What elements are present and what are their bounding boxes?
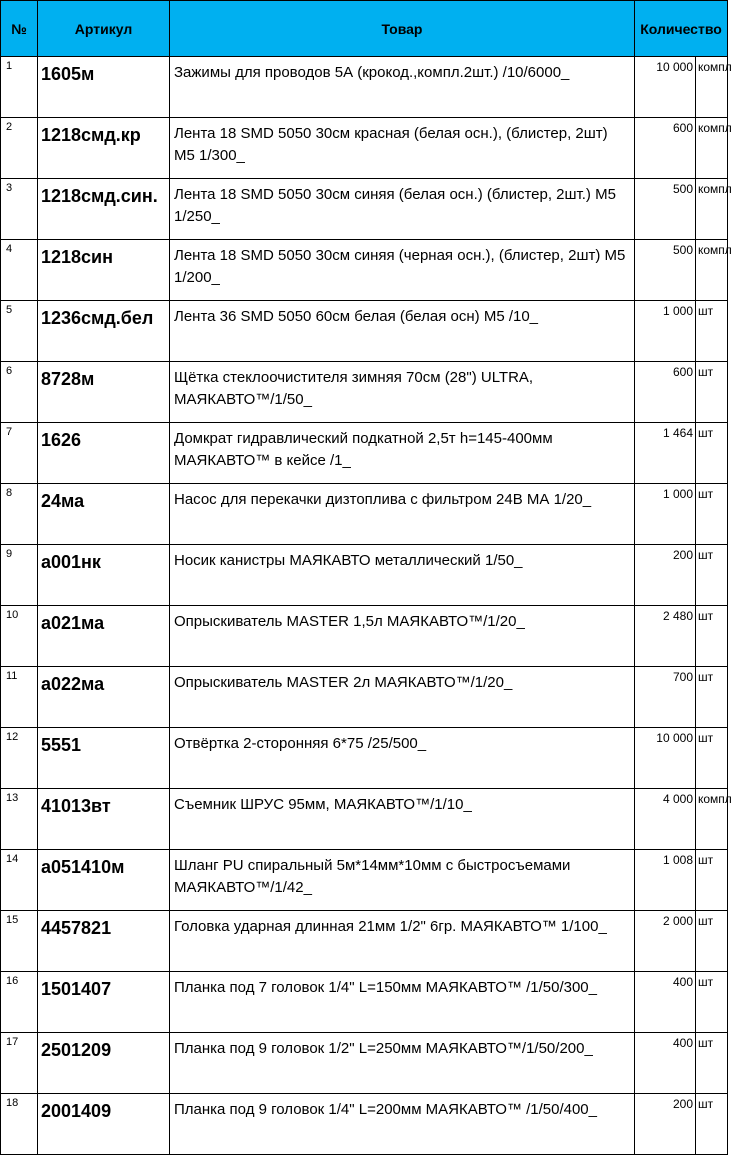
row-quantity: 600 [635, 118, 696, 179]
table-row [1, 667, 728, 728]
row-quantity: 1 464 [635, 423, 696, 484]
row-quantity: 10 000 [635, 728, 696, 789]
row-number: 8 [1, 484, 38, 545]
header-qty: Количество [635, 1, 728, 57]
row-product: Планка под 7 головок 1/4" L=150мм МАЯКАВТО™ /1/50/300_ [170, 972, 635, 1033]
row-quantity: 500 [635, 179, 696, 240]
row-product: Насос для перекачки дизтоплива с фильтром 24В МА 1/20_ [170, 484, 635, 545]
row-sku: 1218смд.кр [38, 118, 170, 179]
row-product: Щётка стеклоочистителя зимняя 70см (28") ULTRA, МАЯКАВТО™/1/50_ [170, 362, 635, 423]
row-product: Съемник ШРУС 95мм, МАЯКАВТО™/1/10_ [170, 789, 635, 850]
row-product: Зажимы для проводов 5А (крокод.,компл.2шт.) /10/6000_ [170, 57, 635, 118]
table-row [1, 911, 728, 972]
table-row [1, 606, 728, 667]
row-unit: шт [696, 911, 728, 972]
row-sku: 1236смд.бел [38, 301, 170, 362]
row-quantity: 2 480 [635, 606, 696, 667]
row-number: 2 [1, 118, 38, 179]
row-unit: шт [696, 728, 728, 789]
row-quantity: 500 [635, 240, 696, 301]
row-unit: шт [696, 1033, 728, 1094]
row-product: Лента 18 SMD 5050 30см красная (белая осн.), (блистер, 2шт) М5 1/300_ [170, 118, 635, 179]
row-quantity: 1 000 [635, 301, 696, 362]
table-row [1, 240, 728, 301]
table-row [1, 57, 728, 118]
row-unit: компл [696, 789, 728, 850]
row-product: Головка ударная длинная 21мм 1/2" 6гр. МАЯКАВТО™ 1/100_ [170, 911, 635, 972]
row-product: Лента 18 SMD 5050 30см синяя (белая осн.) (блистер, 2шт.) М5 1/250_ [170, 179, 635, 240]
row-sku: 1218син [38, 240, 170, 301]
row-number: 1 [1, 57, 38, 118]
row-number: 13 [1, 789, 38, 850]
row-sku: 1626 [38, 423, 170, 484]
row-number: 17 [1, 1033, 38, 1094]
row-unit: шт [696, 362, 728, 423]
row-sku: 41013вт [38, 789, 170, 850]
table-row [1, 972, 728, 1033]
row-quantity: 400 [635, 972, 696, 1033]
table-row [1, 1094, 728, 1155]
row-unit: шт [696, 850, 728, 911]
row-unit: шт [696, 972, 728, 1033]
row-sku: 1501407 [38, 972, 170, 1033]
row-number: 3 [1, 179, 38, 240]
table-row [1, 850, 728, 911]
row-unit: компл [696, 240, 728, 301]
row-sku: 2501209 [38, 1033, 170, 1094]
row-quantity: 200 [635, 1094, 696, 1155]
table-row [1, 118, 728, 179]
row-product: Планка под 9 головок 1/2" L=250мм МАЯКАВТО™/1/50/200_ [170, 1033, 635, 1094]
row-quantity: 200 [635, 545, 696, 606]
row-sku: 5551 [38, 728, 170, 789]
row-unit: шт [696, 606, 728, 667]
table-row [1, 1033, 728, 1094]
row-sku: 4457821 [38, 911, 170, 972]
table-row [1, 789, 728, 850]
table-row [1, 362, 728, 423]
row-unit: компл [696, 57, 728, 118]
row-quantity: 600 [635, 362, 696, 423]
row-quantity: 1 000 [635, 484, 696, 545]
row-unit: шт [696, 667, 728, 728]
row-quantity: 700 [635, 667, 696, 728]
row-product: Лента 18 SMD 5050 30см синяя (черная осн.), (блистер, 2шт) М5 1/200_ [170, 240, 635, 301]
row-number: 10 [1, 606, 38, 667]
table-body [1, 57, 732, 1155]
row-number: 12 [1, 728, 38, 789]
row-sku: а001нк [38, 545, 170, 606]
row-unit: шт [696, 423, 728, 484]
row-sku: а051410м [38, 850, 170, 911]
row-number: 14 [1, 850, 38, 911]
row-number: 18 [1, 1094, 38, 1155]
row-number: 9 [1, 545, 38, 606]
table-row [1, 301, 728, 362]
row-unit: шт [696, 484, 728, 545]
row-sku: 24ма [38, 484, 170, 545]
row-unit: шт [696, 301, 728, 362]
row-product: Домкрат гидравлический подкатной 2,5т h=145-400мм МАЯКАВТО™ в кейсе /1_ [170, 423, 635, 484]
row-unit: компл [696, 179, 728, 240]
row-quantity: 400 [635, 1033, 696, 1094]
row-number: 15 [1, 911, 38, 972]
row-sku: 2001409 [38, 1094, 170, 1155]
row-product: Носик канистры МАЯКАВТО металлический 1/50_ [170, 545, 635, 606]
row-product: Опрыскиватель MASTER 1,5л МАЯКАВТО™/1/20_ [170, 606, 635, 667]
row-unit: компл [696, 118, 728, 179]
table-row [1, 179, 728, 240]
row-number: 7 [1, 423, 38, 484]
header-row [1, 1, 728, 57]
header-num: № [1, 1, 38, 57]
row-quantity: 4 000 [635, 789, 696, 850]
row-product: Отвёртка 2-сторонняя 6*75 /25/500_ [170, 728, 635, 789]
table-row [1, 423, 728, 484]
table-row [1, 545, 728, 606]
row-quantity: 1 008 [635, 850, 696, 911]
row-number: 5 [1, 301, 38, 362]
row-product: Опрыскиватель MASTER 2л МАЯКАВТО™/1/20_ [170, 667, 635, 728]
table-row [1, 728, 728, 789]
row-sku: а021ма [38, 606, 170, 667]
row-product: Шланг PU спиральный 5м*14мм*10мм с быстросъемами МАЯКАВТО™/1/42_ [170, 850, 635, 911]
header-sku: Артикул [38, 1, 170, 57]
row-number: 11 [1, 667, 38, 728]
row-number: 16 [1, 972, 38, 1033]
table-row [1, 484, 728, 545]
header-product: Товар [170, 1, 635, 57]
row-sku: а022ма [38, 667, 170, 728]
row-quantity: 2 000 [635, 911, 696, 972]
row-product: Лента 36 SMD 5050 60см белая (белая осн) М5 /10_ [170, 301, 635, 362]
row-sku: 1605м [38, 57, 170, 118]
row-product: Планка под 9 головок 1/4" L=200мм МАЯКАВТО™ /1/50/400_ [170, 1094, 635, 1155]
row-quantity: 10 000 [635, 57, 696, 118]
row-number: 6 [1, 362, 38, 423]
row-unit: шт [696, 545, 728, 606]
row-number: 4 [1, 240, 38, 301]
row-sku: 8728м [38, 362, 170, 423]
row-sku: 1218смд.син. [38, 179, 170, 240]
row-unit: шт [696, 1094, 728, 1155]
